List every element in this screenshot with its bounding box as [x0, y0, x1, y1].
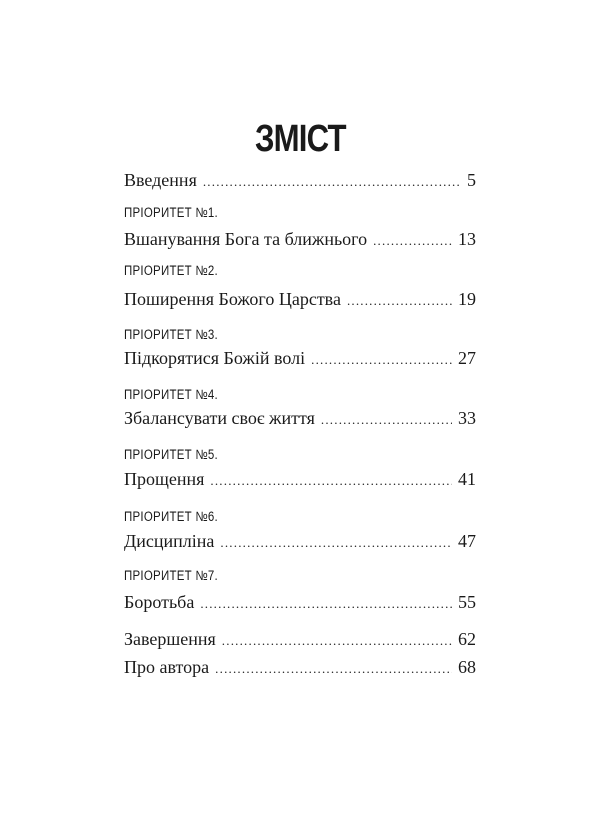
- entry-title: Збалансувати своє життя: [124, 408, 315, 428]
- toc-entry[interactable]: [124, 348, 476, 369]
- entry-page: 62: [458, 629, 476, 649]
- dot-leader: [200, 596, 452, 612]
- dot-leader: [210, 473, 452, 489]
- toc-entry[interactable]: [124, 629, 476, 650]
- toc-entry[interactable]: [124, 469, 476, 490]
- dot-leader: [347, 293, 452, 309]
- toc-entry[interactable]: [124, 592, 476, 613]
- entry-page: 5: [467, 170, 476, 190]
- section-label: ПРІОРИТЕТ №7.: [124, 568, 218, 583]
- entry-page: 55: [458, 592, 476, 612]
- entry-title: Боротьба: [124, 592, 195, 612]
- entry-page: 33: [458, 408, 476, 428]
- entry-page: 19: [458, 289, 476, 309]
- dot-leader: [203, 174, 461, 190]
- section-label: ПРІОРИТЕТ №4.: [124, 387, 218, 402]
- entry-title: Введення: [124, 170, 197, 190]
- entry-page: 27: [458, 348, 476, 368]
- entry-page: 13: [458, 229, 476, 249]
- section-label: ПРІОРИТЕТ №2.: [124, 263, 218, 278]
- entry-title: Дисципліна: [124, 531, 215, 551]
- entry-title: Підкорятися Божій волі: [124, 348, 306, 368]
- entry-page: 47: [458, 531, 476, 551]
- entry-title: Прощення: [124, 469, 205, 489]
- entry-title: Вшанування Бога та ближнього: [124, 229, 368, 249]
- section-label: ПРІОРИТЕТ №5.: [124, 447, 218, 462]
- page-title-text: ЗМІСТ: [254, 118, 346, 160]
- dot-leader: [373, 233, 452, 249]
- page-title: [0, 118, 600, 161]
- entry-title: Завершення: [124, 629, 216, 649]
- toc-entry[interactable]: [124, 657, 476, 678]
- section-label: ПРІОРИТЕТ №3.: [124, 327, 218, 342]
- dot-leader: [311, 352, 452, 368]
- dot-leader: [220, 535, 452, 551]
- entry-page: 41: [458, 469, 476, 489]
- toc-entry[interactable]: [124, 289, 476, 310]
- entry-page: 68: [458, 657, 476, 677]
- dot-leader: [215, 661, 452, 677]
- toc-entry[interactable]: [124, 408, 476, 429]
- entry-title: Поширення Божого Царства: [124, 289, 341, 309]
- toc-entry[interactable]: [124, 170, 476, 191]
- section-label: ПРІОРИТЕТ №1.: [124, 205, 218, 220]
- entry-title: Про автора: [124, 657, 210, 677]
- section-label: ПРІОРИТЕТ №6.: [124, 509, 218, 524]
- toc-entry[interactable]: [124, 531, 476, 552]
- dot-leader: [222, 633, 452, 649]
- dot-leader: [321, 412, 452, 428]
- toc-entry[interactable]: [124, 229, 476, 250]
